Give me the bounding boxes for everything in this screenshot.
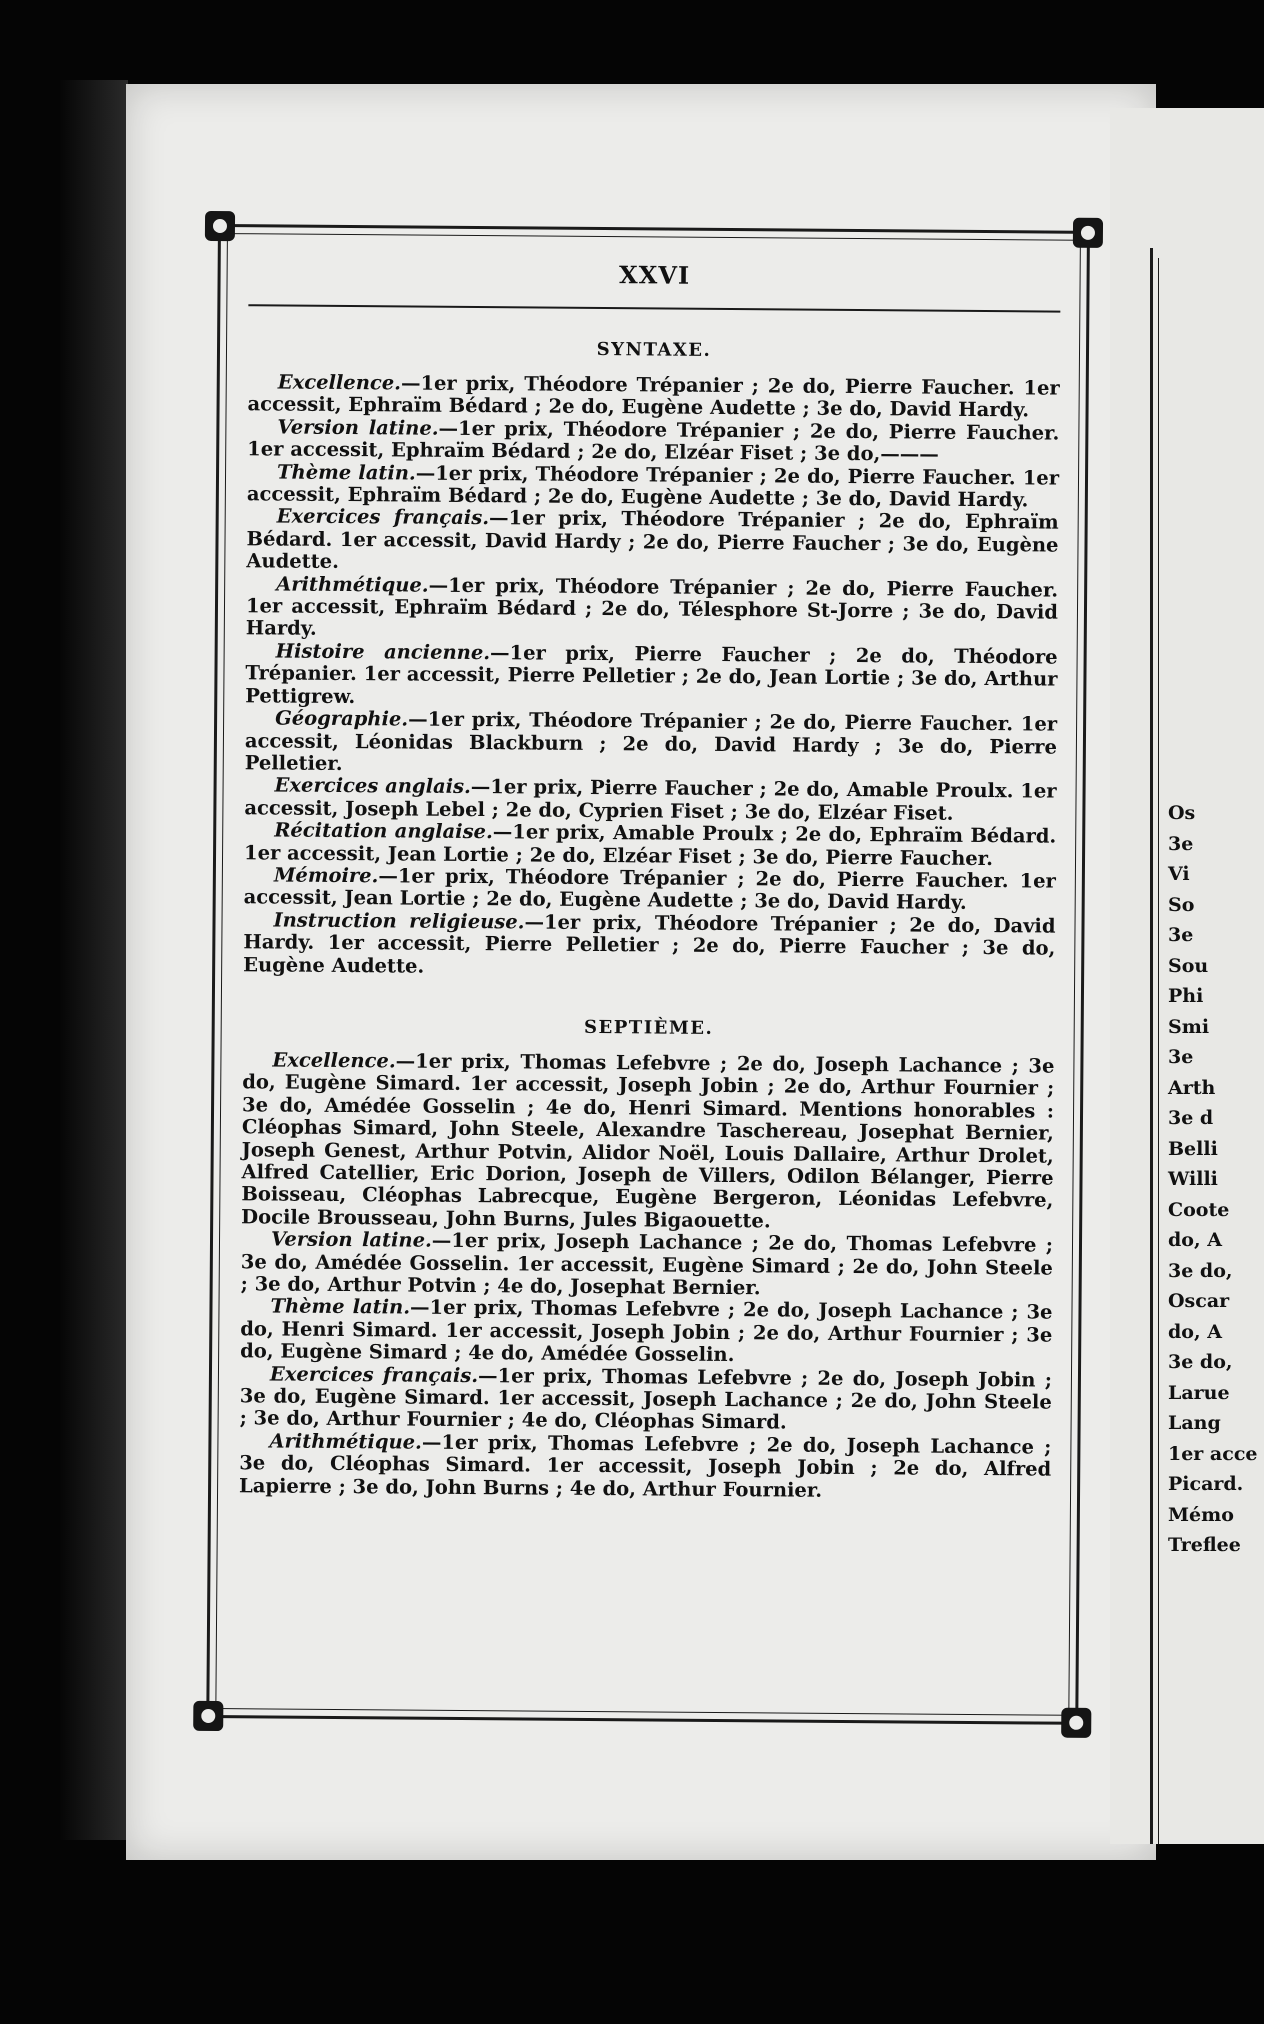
entry (247, 416, 1059, 467)
adjacent-page-border (1150, 248, 1153, 1844)
adjacent-fragment: Sou (1168, 954, 1209, 977)
entry-label: Exercices anglais. (274, 773, 471, 799)
entry (245, 707, 1058, 781)
entry-label: Mémoire. (273, 863, 379, 888)
entry (244, 864, 1056, 915)
adjacent-fragment: Smi (1168, 1015, 1210, 1038)
adjacent-fragment: Arth (1168, 1076, 1216, 1099)
adjacent-page-border-inner (1158, 258, 1159, 1844)
entry (246, 506, 1059, 580)
page-number: XXVI (618, 260, 691, 290)
document-page (126, 84, 1156, 1860)
entry-text: —1er prix, Joseph Lachance ; 2e do, Thomas Lefebvre ; 3e do, Amédée Gosselin. 1er accessit, Eugène Simard ; 2e do, John Steele ; 3e do, Arthur Potvin ; 4e do, Josephat Bernier. (240, 1228, 1054, 1300)
section-septieme (239, 1014, 1055, 1503)
entry (243, 909, 1056, 983)
adjacent-fragment: 3e do, (1168, 1259, 1233, 1282)
page-content (239, 257, 1061, 1503)
section-title: SEPTIÈME. (584, 1016, 714, 1039)
adjacent-page-fragments (1168, 798, 1264, 1561)
entry-label: Thème latin. (276, 460, 416, 485)
entry-label: Arithmétique. (276, 572, 429, 597)
adjacent-fragment: 3e (1168, 832, 1194, 855)
section-title: SYNTAXE. (596, 338, 712, 361)
section-syntaxe (243, 336, 1060, 982)
entry (247, 461, 1059, 512)
entry-label: Histoire ancienne. (275, 639, 491, 665)
entry-text: —1er prix, Pierre Faucher ; 2e do, Théodore Trépanier. 1er accessit, Pierre Pelletier ; 2e do, Jean Lortie ; 3e do, Arthur Pettigrew. (245, 641, 1058, 708)
entry (244, 819, 1056, 870)
entry-label: Exercices français. (276, 504, 490, 530)
entry-text: —1er prix, Théodore Trépanier ; 2e do, Pierre Faucher. 1er accessit, Jean Lortie ; 2e do, Eugène Audette ; 3e do, David Hardy. (243, 864, 1056, 915)
entry-label: Récitation anglaise. (274, 818, 493, 844)
adjacent-fragment: 3e do, (1168, 1351, 1233, 1373)
entry (241, 1228, 1054, 1302)
corner-ornament-icon (1073, 218, 1103, 248)
binding-shadow (60, 80, 128, 1840)
entry-text: —1er prix, Théodore Trépanier ; 2e do, Pierre Faucher. 1er accessit, Léonidas Blackburn ; 2e do, David Hardy ; 3e do, Pierre Pelletier. (244, 707, 1058, 775)
entry (247, 371, 1059, 422)
corner-ornament-icon (1061, 1708, 1091, 1738)
adjacent-page (1110, 108, 1264, 1844)
entry-label: Version latine. (270, 1227, 432, 1252)
adjacent-fragment: 3e (1168, 1046, 1194, 1068)
adjacent-fragment: 1er acce (1168, 1442, 1258, 1465)
adjacent-fragment: Treflee (1168, 1534, 1241, 1556)
entry-text: —1er prix, Thomas Lefebvre ; 2e do, Joseph Lachance ; 3e do, Henri Simard. 1er accessit, Joseph Jobin ; 2e do, Arthur Fournier ; 3e do, Eugène Simard ; 4e do, Amédée Gosselin. (240, 1295, 1053, 1367)
entry-text: —1er prix, Théodore Trépanier ; 2e do, Pierre Faucher. 1er accessit, Ephraïm Bédard ; 2e do, Elzéar Fiset ; 3e do,——— (247, 416, 1060, 466)
adjacent-fragment: Lang (1168, 1412, 1221, 1434)
entry (246, 573, 1059, 647)
adjacent-fragment: 3e d (1168, 1107, 1214, 1129)
adjacent-fragment: Picard. (1168, 1473, 1244, 1495)
adjacent-fragment: do, A (1168, 1229, 1222, 1251)
entry-label: Excellence. (277, 370, 402, 395)
entry (245, 640, 1058, 714)
entry-label: Instruction religieuse. (273, 908, 525, 934)
adjacent-fragment: Oscar (1168, 1290, 1230, 1312)
entry-text: —1er prix, Thomas Lefebvre ; 2e do, Joseph Lachance ; 3e do, Eugène Simard. 1er accessit, Joseph Jobin ; 2e do, Arthur Fournier ; 3e do, Amédée Gosselin ; 4e do, Henri Simard. Mentions honorables : Cléophas Simard, John Steele, Alexandre Taschereau, Josephat Bernier, Joseph Genest, Arthur Potvin, Alidor Noël, Louis Dallaire, Arthur Drolet, Alfred Catellier, Eric Dorion, Joseph de Villers, Odilon Bélanger, Pierre Boisseau, Cléophas Labrecque, Eugène Bergeron, Léonidas Lefebvre, Docile Brousseau, John Burns, Jules Bigaouette. (241, 1049, 1055, 1233)
entry-label: Version latine. (277, 415, 439, 440)
entry-label: Excellence. (272, 1048, 396, 1073)
entry-label: Géographie. (275, 706, 409, 731)
entry-text: —1er prix, Théodore Trépanier ; 2e do, Pierre Faucher. 1er accessit, Ephraïm Bédard ; 2e do, Télesphore St-Jorre ; 3e do, David Hardy. (245, 573, 1059, 641)
corner-ornament-icon (193, 1701, 223, 1731)
adjacent-fragment: Vi (1168, 863, 1190, 885)
adjacent-fragment: Belli (1168, 1137, 1218, 1160)
adjacent-fragment: Coote (1168, 1198, 1230, 1221)
adjacent-fragment: So (1168, 893, 1195, 916)
entry-text: —1er prix, Thomas Lefebvre ; 2e do, Joseph Jobin ; 3e do, Eugène Simard. 1er accessit, Joseph Lachance ; 2e do, John Steele ; 3e do, Arthur Fournier ; 4e do, Cléophas Simard. (239, 1363, 1053, 1434)
entry-text: —1er prix, Théodore Trépanier ; 2e do, Pierre Faucher. 1er accessit, Ephraïm Bédard ; 2e do, Eugène Audette ; 3e do, David Hardy. (247, 371, 1060, 422)
adjacent-fragment: Larue (1168, 1381, 1230, 1404)
entry-text: —1er prix, Théodore Trépanier ; 2e do, Pierre Faucher. 1er accessit, Ephraïm Bédard ; 2e do, Eugène Audette ; 3e do, David Hardy. (246, 461, 1060, 512)
adjacent-fragment: Phi (1168, 985, 1204, 1007)
adjacent-fragment: Mémo (1168, 1503, 1234, 1526)
page-border (206, 224, 1090, 1725)
entry-text: —1er prix, Pierre Faucher ; 2e do, Amable Proulx. 1er accessit, Joseph Lebel ; 2e do, Cyprien Fiset ; 3e do, Elzéar Fiset. (244, 775, 1057, 825)
adjacent-fragment: Willi (1168, 1168, 1218, 1190)
entry (244, 775, 1056, 826)
entry-text: —1er prix, Amable Proulx ; 2e do, Ephraïm Bédard. 1er accessit, Jean Lortie ; 2e do, Elzéar Fiset ; 3e do, Pierre Faucher. (243, 820, 1057, 870)
adjacent-fragment: 3e (1168, 924, 1194, 946)
adjacent-fragment: do, A (1168, 1320, 1222, 1343)
entry-text: —1er prix, Théodore Trépanier ; 2e do, Ephraïm Bédard. 1er accessit, David Hardy ; 2e do, Pierre Faucher ; 3e do, Eugène Audette. (246, 506, 1059, 574)
entry-label: Exercices français. (269, 1362, 479, 1387)
entry (239, 1430, 1052, 1504)
entry (240, 1296, 1053, 1370)
corner-ornament-icon (205, 211, 235, 241)
section-spacer (243, 976, 1055, 1020)
adjacent-fragment: Os (1168, 802, 1196, 824)
entry-text: —1er prix, Théodore Trépanier ; 2e do, David Hardy. 1er accessit, Pierre Pelletier ; 2e do, Pierre Faucher ; 3e do, Eugène Audette. (243, 910, 1056, 978)
entry (240, 1363, 1053, 1437)
header-rule (248, 304, 1060, 312)
entry-label: Thème latin. (270, 1294, 411, 1319)
entry-label: Arithmétique. (269, 1429, 422, 1454)
entry-text: —1er prix, Thomas Lefebvre ; 2e do, Joseph Lachance ; 3e do, Cléophas Simard. 1er accessit, Joseph Jobin ; 2e do, Alfred Lapierre ; 3e do, John Burns ; 4e do, Arthur Fournier. (239, 1430, 1052, 1502)
entry (241, 1049, 1054, 1235)
